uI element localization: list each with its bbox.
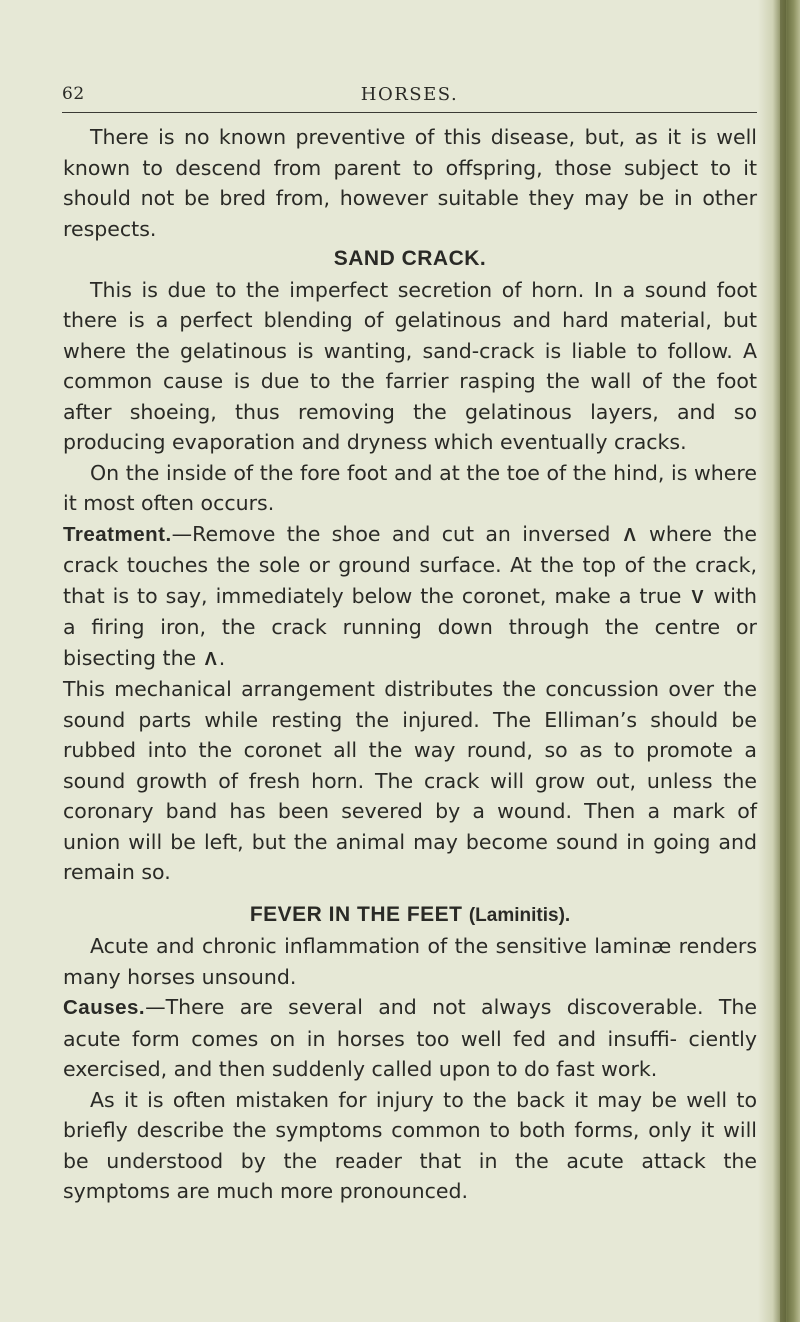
page-edge-shadow — [758, 0, 800, 1322]
page-body — [63, 122, 757, 1207]
paragraph-causes — [63, 992, 757, 1085]
treatment-text-2: where the crack touches the sole or ground surface. At the top of the crack, that is to say, immediately below the coronet, make a true — [63, 521, 757, 608]
paragraph-sand-crack-cause: This is due to the imperfect secretion of horn. In a sound foot there is a perfect blending of gelatinous and hard material, but where the gelatinous is wanting, sand-crack is liable to follow. A common cause is due to the farrier rasping the wall of the foot after shoeing, thus removing the gelatinous layers, and so producing evaporation and dryness which eventually cracks. — [63, 277, 757, 454]
inverted-v-symbol: Λ — [623, 524, 636, 545]
running-head: HORSES. — [360, 84, 459, 105]
paragraph-mechanical-arrangement: This mechanical arrangement distributes the concussion over the sound parts while resting the injured. The Elliman’s should be rubbed into the coronet all the way round, so as to promote a sound growth of fresh horn. The crack will grow out, unless the coronary band has been severed by a wound. Then a mark of union will be left, but the animal may become sound in going and remain so. — [63, 677, 757, 884]
section-heading-fever-in-feet — [63, 900, 757, 932]
causes-run-in-heading: Causes. — [63, 996, 146, 1019]
treatment-text-4: . — [218, 645, 226, 670]
treatment-text-3: with a firing iron, the crack running down through the centre or bisecting the — [63, 583, 757, 670]
inverted-v-symbol-2: Λ — [204, 648, 217, 669]
paragraph-preventive: There is no known preventive of this disease, but, as it is well known to descend from parent to offspring, those subject to it should not be bred from, however suitable they may be in other respects. — [63, 125, 757, 241]
fever-heading-sub: (Laminitis). — [468, 904, 571, 926]
page-header — [62, 84, 757, 108]
causes-text: —There are several and not always discoverable. The acute form comes on in horses too well fed and insuffi- ciently exercised, and then suddenly called upon to do fast work. — [63, 995, 757, 1081]
treatment-run-in-heading: Treatment. — [63, 522, 172, 546]
paragraph-occurrence: On the inside of the fore foot and at the toe of the hind, is where it most often occurs. — [63, 460, 757, 515]
v-symbol: V — [691, 586, 704, 607]
section-heading-sand-crack: SAND CRACK. — [333, 247, 487, 270]
page-number: 62 — [62, 84, 85, 104]
treatment-text-1: —Remove the shoe and cut an inversed — [171, 521, 622, 546]
header-rule — [62, 112, 757, 113]
paragraph-treatment — [63, 519, 757, 675]
paragraph-laminitis-intro: Acute and chronic inflammation of the sensitive laminæ renders many horses unsound. — [63, 934, 757, 989]
fever-heading-main: FEVER IN THE FEET — [249, 902, 463, 926]
page-binding-edge — [780, 0, 786, 1322]
paragraph-symptoms-intro: As it is often mistaken for injury to the back it may be well to briefly describe the symptoms common to both forms, only it will be understood by the reader that in the acute attack the symptoms are much more pronounced. — [63, 1087, 757, 1203]
